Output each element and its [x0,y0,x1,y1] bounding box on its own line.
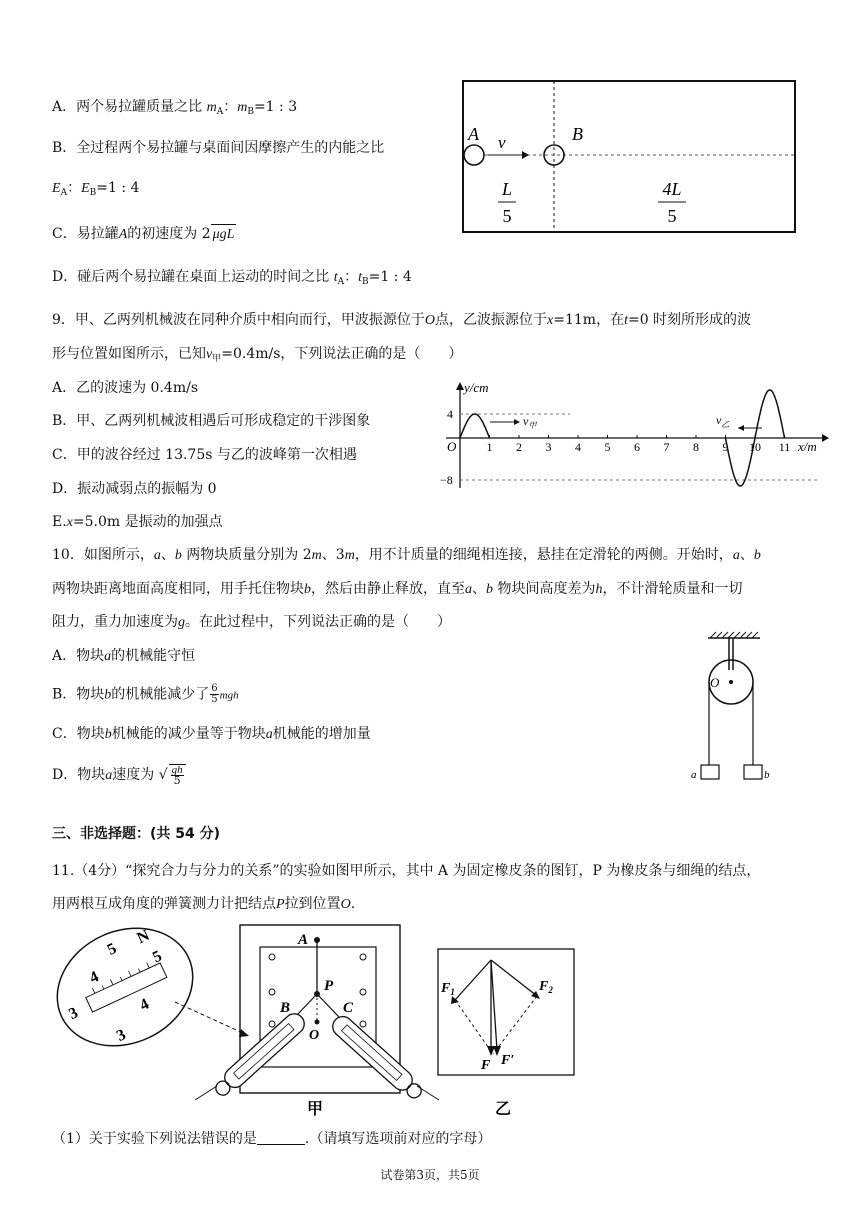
dial-3a: 3 [66,1004,81,1024]
q9-option-a: A．乙的波速为 0.4m/s [52,380,199,396]
block-b [744,765,762,779]
label-F1: $F_1$ [441,981,455,997]
dial-3b: 3 [113,1026,129,1046]
frac2-num: 4L [662,179,682,199]
frac1-den: 5 [502,206,512,226]
tick-label-2: 2 [516,440,522,454]
q9-option-e: E.x=5.0m 是振动的加强点 [52,514,223,530]
tick-label-1: 1 [486,440,493,454]
q8-option-b: B．全过程两个易拉罐与桌面间因摩擦产生的内能之比 [52,140,385,156]
q10-stem-line1: 10．如图所示，a、b 两物块质量分别为 2m、3m，用不计质量的细绳相连接，悬挂在定滑轮的两侧。开始时，a、b [52,547,761,563]
tick-label-7: 7 [663,440,670,454]
q11-figure-jia [45,922,445,1130]
y-pos-label: 4 [447,407,453,421]
block-b-label: b [764,769,770,781]
dial-5b: 5 [150,947,165,967]
block-a-label: a [691,769,697,781]
x-axis-label: x/m [798,439,817,454]
tick-label-8: 8 [693,440,699,454]
dial-n: N [134,926,153,948]
q9-wave-graph [430,378,830,496]
v-yi-label: $v_乙$ [716,413,730,429]
label-P: P [324,978,334,994]
q9-stem-line1: 9．甲、乙两列机械波在同种介质中相向而行，甲波振源位于O点，乙波振源位于x=11m，在t=0 时刻所形成的波 [52,312,752,328]
q9-option-c: C．甲的波谷经过 13.75s 与乙的波峰第一次相遇 [52,447,357,463]
q9-stem-line2: 形与位置如图所示，已知$v_甲=0.4m/s$，下列说法正确的是（ ） [52,346,463,364]
q8-option-c: C．易拉罐A的初速度为 2 μgL [52,226,235,242]
tick-label-3: 3 [545,440,552,454]
tick-label-4: 4 [575,440,581,454]
q11-stem-line1: 11.（4分）“探究合力与分力的关系”的实验如图甲所示，其中 A 为固定橡皮条的图钉，P 为橡皮条与细绳的结点， [52,863,761,879]
q10-option-c: C．物块b机械能的减少量等于物块a机械能的增加量 [52,726,371,742]
label-a: A [468,124,479,144]
dial-4a: 4 [86,968,102,988]
spring-scale-right [329,1012,426,1102]
caption-yi: 乙 [495,1101,512,1118]
q11-figure-yi [435,946,577,1126]
tick-label-10: 10 [749,440,761,454]
tick-label-9: 9 [722,440,729,454]
y-neg-label: −8 [440,473,453,487]
label-O: O [309,1028,320,1043]
tick-label-6: 6 [634,440,640,454]
tick-label-11: 11 [778,440,791,454]
q8-option-d: D．碰后两个易拉罐在桌面上运动的时间之比 $t_A$：$t_B=1$ : 4 [52,269,412,287]
origin-label: O [447,439,457,454]
q10-stem-line2: 两物块距离地面高度相同，用手托住物块b，然后由静止释放，直至a、b 物块间高度差为h，不计滑轮质量和一切 [52,581,743,597]
q9-option-b: B．甲、乙两列机械波相遇后可形成稳定的干涉图象 [52,413,371,429]
page-footer: 试卷第3页，共5页 [380,1168,480,1182]
label-F2: $F_2$ [539,979,553,995]
q9-option-d: D．振动减弱点的振幅为 0 [52,481,217,497]
y-axis-label: y/cm [464,380,489,395]
q10-pulley-figure [691,630,786,790]
caption-jia: 甲 [307,1101,324,1118]
wave-jia-curve [460,414,490,438]
q8-option-a: A．两个易拉罐质量之比 $m_A$：$m_B=1$ : 3 [52,99,298,117]
q10-option-d: D．物块a速度为 √ $\frac{gh}{5}$ [52,764,187,786]
label-F: F [481,1058,491,1073]
pulley-o-label: O [710,675,720,690]
section-3-heading: 三、非选择题：(共 54 分) [52,826,221,842]
answer-blank[interactable] [257,1131,305,1145]
dial-5a: 5 [104,940,120,959]
block-a [701,765,719,779]
q10-option-a: A．物块a的机械能守恒 [52,648,196,664]
label-B: B [280,1000,291,1016]
dial-4b: 4 [137,995,152,1015]
q11-sub1: （1）关于实验下列说法错误的是 .（请填写选项前对应的字母） [52,1131,492,1147]
label-v: v [498,133,506,152]
frac1-num: L [501,179,513,199]
v-jia-label: $v_甲$ [523,414,537,430]
label-b: B [572,124,583,144]
q10-stem-line3: 阻力，重力加速度为g。在此过程中，下列说法正确的是（ ） [52,614,451,630]
q8-option-b-formula: $E_A$：$E_B=1$ : 4 [52,180,140,198]
label-C: C [343,1000,354,1016]
frac2-den: 5 [667,206,677,226]
label-F-prime: F′ [501,1053,515,1068]
q11-stem-line2: 用两根互成角度的弹簧测力计把结点P拉到位置O. [52,896,356,912]
q8-table-figure [460,78,800,236]
q10-option-b: B．物块b的机械能减少了 $\frac{6}{5}$ mgh [52,683,239,705]
can-a [464,145,484,165]
tick-label-5: 5 [604,440,611,454]
label-A: A [298,932,309,948]
